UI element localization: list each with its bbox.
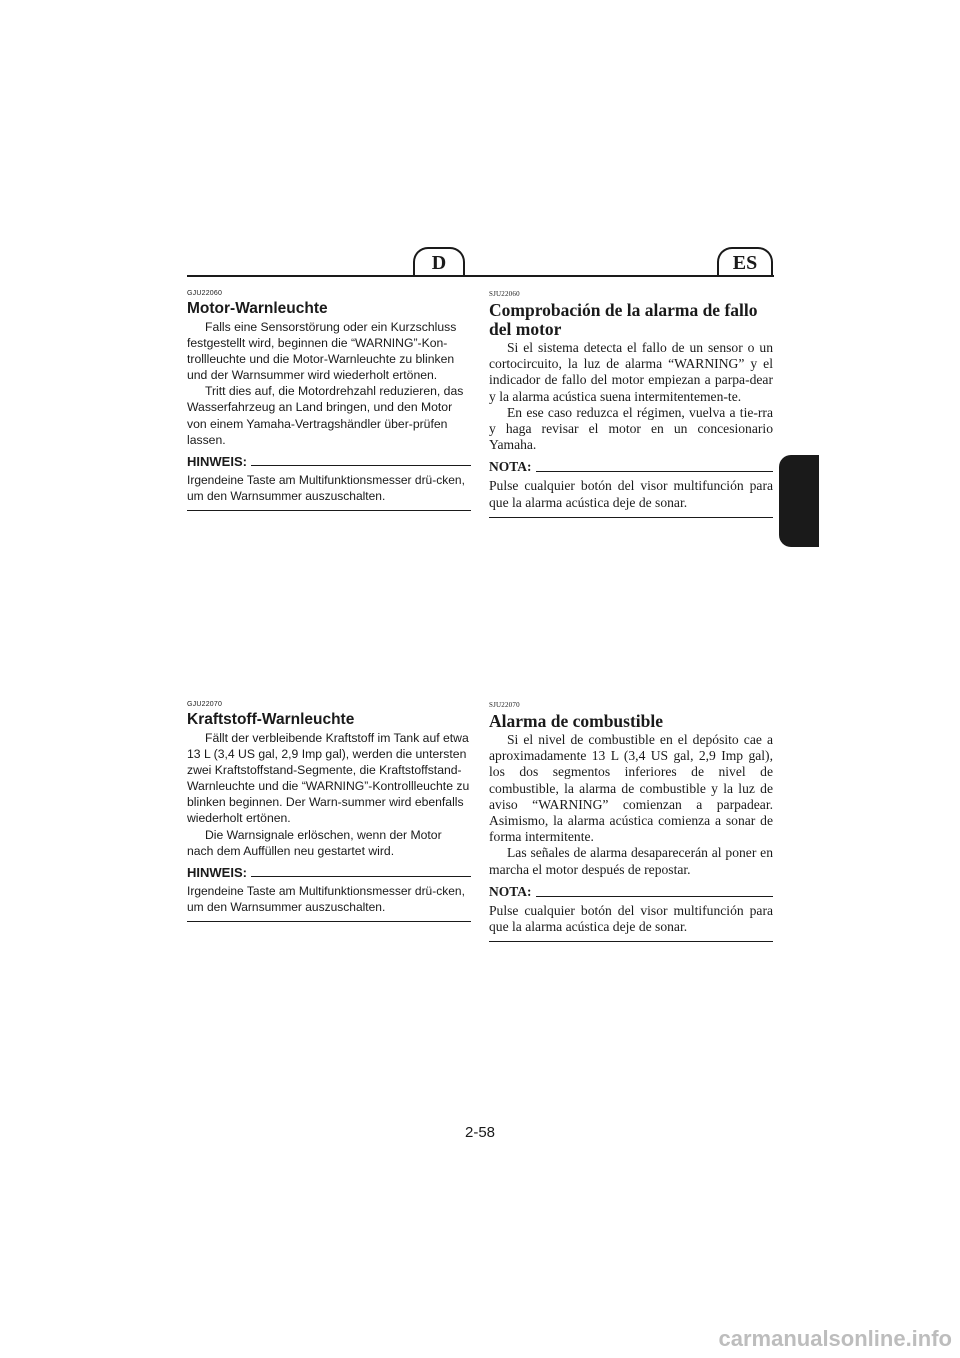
note-header [489,459,773,475]
note-label: HINWEIS: [187,864,247,880]
language-badge-german: D [413,247,465,277]
paragraph: Si el nivel de combustible en el depósito cae a aproximadamente 13 L (3,4 US gal, 2,9 Imp gal), los dos segmentos inferiores de nivel de combustible, la alarma de combustible y la luz de aviso “WARNING” comienzan a parpadear. Asimismo, la alarma acústica comienza a sonar de forma intermitente. [489,732,773,845]
section-title: Alarma de combustible [489,711,664,731]
note-rule [536,471,774,472]
paragraph: Tritt dies auf, die Motordrehzahl reduzieren, das Wasserfahrzeug an Land bringen, und den Motor von einem Yamaha-Vertragshändler über-prüfen lassen. [187,384,464,447]
section-fuel-warning-de [187,701,471,922]
paragraph: Si el sistema detecta el fallo de un sensor o un cortocircuito, la luz de alarma “WARNING” y el indicador de fallo del motor empiezan a parpa-dear y la alarma acústica suena intermitentemen-te. [489,340,773,404]
note-header [187,865,471,880]
note-label: NOTA: [489,459,532,475]
section-engine-warning-de [187,290,471,511]
section-fuel-warning-es [489,701,773,942]
note-text: Pulse cualquier botón del visor multifunción para que la alarma acústica deje de sonar. [489,900,773,942]
chapter-tab [779,455,819,547]
note-rule [536,896,774,897]
note-text: Irgendeine Taste am Multifunktionsmesser drü-cken, um den Warnsummer auszuschalten. [187,469,471,511]
section-code: SJU22070 [489,701,520,709]
paragraph: Las señales de alarma desaparecerán al poner en marcha el motor después de repostar. [489,845,773,877]
note-rule [251,465,471,466]
paragraph: Fällt der verbleibende Kraftstoff im Tank auf etwa 13 L (3,4 US gal, 2,9 Imp gal), werden die untersten zwei Kraftstoffstand-Segmente, die Kraftstoffstand-Warnleuchte und die “WARNING”-Kontrollleuchte zu blinken beginnen. Der Warn-summer wird ebenfalls wiederholt ertönen. [187,731,470,826]
page-number: 2-58 [464,1124,496,1141]
watermark-logo[interactable]: carmanualsonline.info [718,1326,952,1351]
note-label: NOTA: [489,883,532,899]
paragraph: Die Warnsignale erlöschen, wenn der Motor nach dem Auffüllen neu gestartet wird. [187,827,442,858]
header-rule [187,275,774,277]
section-title: Motor-Warnleuchte [187,300,328,317]
section-engine-warning-es [489,290,773,518]
section-code: GJU22060 [187,290,223,297]
note-header [489,884,773,900]
paragraph: En ese caso reduzca el régimen, vuelva a tie-rra y haga revisar el motor en un concesionario Yamaha. [489,404,773,453]
note-label: HINWEIS: [187,453,247,469]
paragraph: Falls eine Sensorstörung oder ein Kurzschluss festgestellt wird, beginnen die “WARNING”-Kon-trollleuchte und die Motor-Warnleuchte zu blinken und der Warnsummer wird wiederholt ertönen. [187,320,457,383]
section-code: SJU22060 [489,290,520,298]
note-text: Pulse cualquier botón del visor multifunción para que la alarma acústica deje de sonar. [489,475,773,517]
section-code: GJU22070 [187,701,223,708]
language-badge-spanish: ES [717,247,773,277]
section-title: Comprobación de la alarma de fallo del motor [489,300,758,339]
note-rule [251,876,471,877]
note-header [187,454,471,469]
note-text: Irgendeine Taste am Multifunktionsmesser drü-cken, um den Warnsummer auszuschalten. [187,880,471,922]
section-title: Kraftstoff-Warnleuchte [187,711,355,728]
